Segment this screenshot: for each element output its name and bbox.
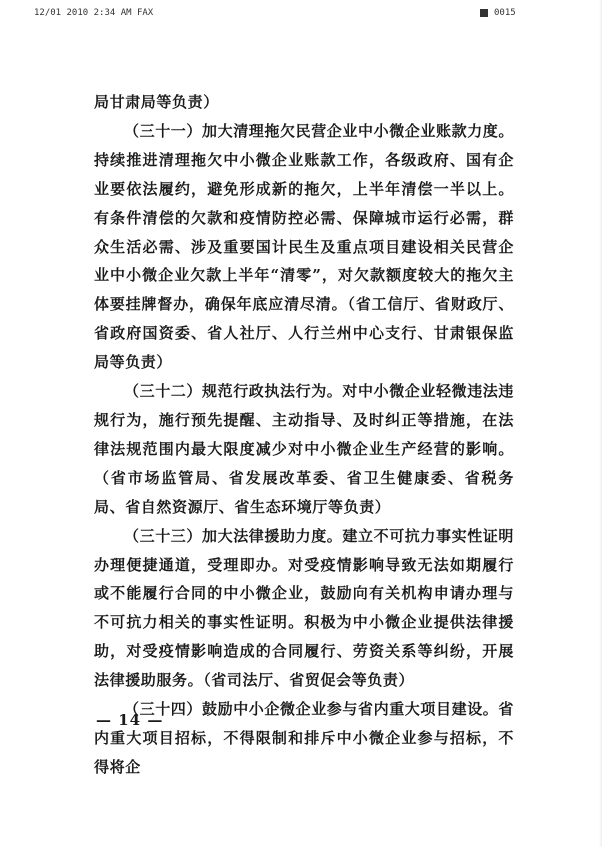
- paragraph-item-34: （三十四）鼓励中小企微企业参与省内重大项目建设。省内重大项目招标，不得限制和排斥中小微企业参与招标，不得将企: [94, 700, 515, 776]
- paragraph-continuation: 局甘肃局等负责）: [94, 93, 219, 111]
- paragraph-item-33: （三十三）加大法律援助力度。建立不可抗力事实性证明办理便捷通道，受理即办。对受疫情影响导致无法如期履行或不能履行合同的中小微企业，鼓励向有关机构申请办理与不可抗力相关的事实性证明。积极为中小微企业提供法律援助，对受疫情影响造成的合同履行、劳资关系等纠纷，开展法律援助服务。（省司法厅、省贸促会等负责）: [94, 526, 515, 690]
- paragraph-item-31: （三十一）加大清理拖欠民营企业中小微企业账款力度。持续推进清理拖欠中小微企业账款工作，各级政府、国有企业要依法履约，避免形成新的拖欠，上半年清偿一半以上。有条件清偿的欠款和疫情防控必需、保障城市运行必需，群众生活必需、涉及重要国计民生及重点项目建设相关民营企业中小微企业欠款上半年“清零”，对欠款额度较大的拖欠主体要挂牌督办，确保年底应清尽清。（省工信厅、省财政厅、省政府国资委、省人社厅、人行兰州中心支行、甘肃银保监局等负责）: [94, 121, 515, 372]
- fax-page-code: 0015: [494, 8, 516, 18]
- fax-icon: [480, 9, 488, 17]
- paragraph-item-32: （三十二）规范行政执法行为。对中小微企业轻微违法违规行为，施行预先提醒、主动指导、及时纠正等措施，在法律法规范围内最大限度减少对中小微企业生产经营的影响。（省市场监管局、省发展改革委、省卫生健康委、省税务局、省自然资源厅、省生态环境厅等负责）: [94, 382, 515, 516]
- fax-page-code-group: [480, 8, 516, 18]
- document-body: [94, 88, 514, 782]
- page-number: — 14 —: [96, 711, 164, 729]
- fax-header: [0, 8, 602, 22]
- fax-timestamp: 12/01 2010 2:34 AM FAX: [34, 8, 154, 18]
